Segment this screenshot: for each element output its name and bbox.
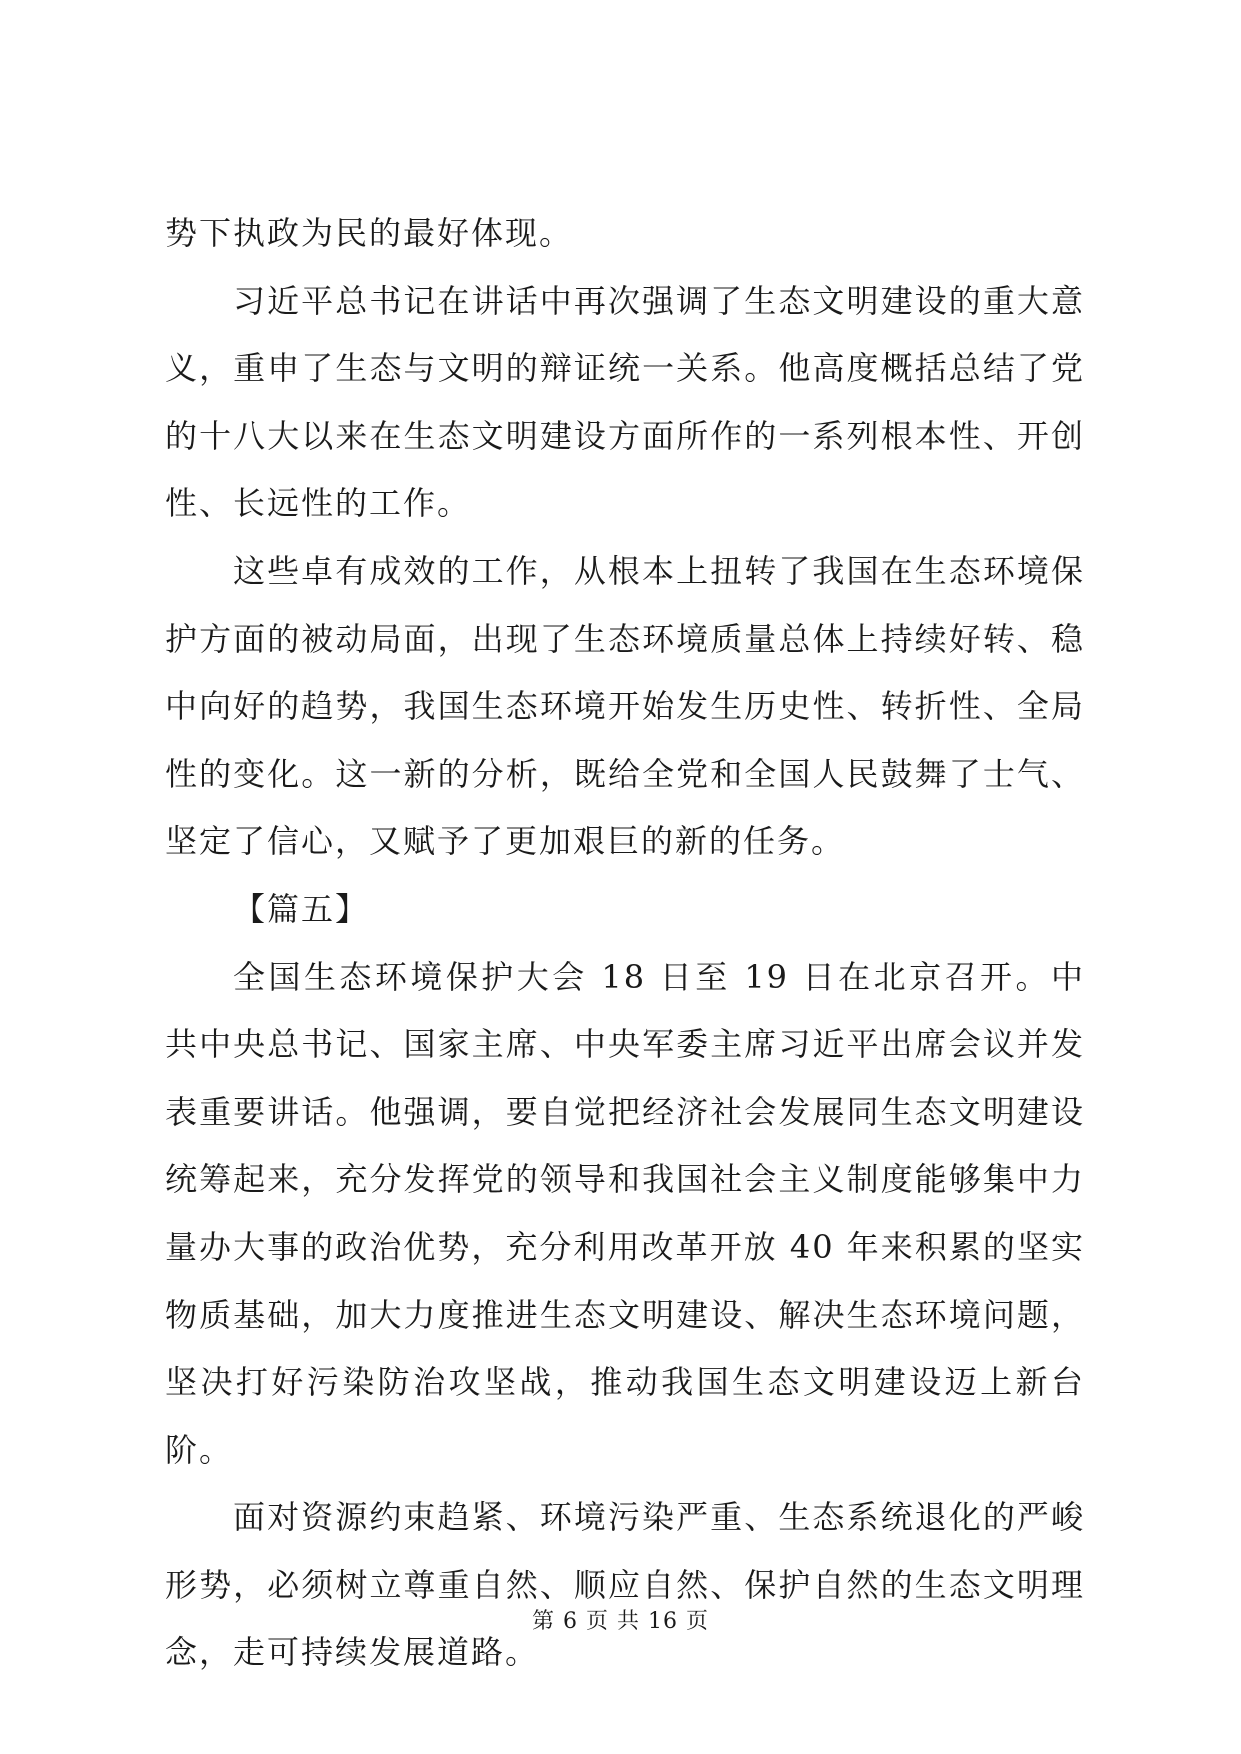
section-heading: 【篇五】 <box>233 889 370 928</box>
page-number-footer: 第 6 页 共 16 页 <box>532 1609 709 1634</box>
paragraph: 习近平总书记在讲话中再次强调了生态文明建设的重大意义，重申了生态与文明的辩证统一关系。他高度概括总结了党的十八大以来在生态文明建设方面所作的一系列根本性、开创性、长远性的工作。 <box>165 281 1085 523</box>
document-body <box>165 200 1085 1687</box>
paragraph: 面对资源约束趋紧、环境污染严重、生态系统退化的严峻形势，必须树立尊重自然、顺应自然、保护自然的生态文明理念，走可持续发展道路。 <box>165 1498 1085 1672</box>
paragraph-continuation: 势下执政为民的最好体现。 <box>165 214 574 252</box>
paragraph: 这些卓有成效的工作，从根本上扭转了我国在生态环境保护方面的被动局面，出现了生态环境质量总体上持续好转、稳中向好的趋势，我国生态环境开始发生历史性、转折性、全局性的变化。这一新的分析，既给全党和全国人民鼓舞了士气、坚定了信心，又赋予了更加艰巨的新的任务。 <box>165 551 1085 861</box>
paragraph: 全国生态环境保护大会 18 日至 19 日在北京召开。中共中央总书记、国家主席、中央军委主席习近平出席会议并发表重要讲话。他强调，要自觉把经济社会发展同生态文明建设统筹起来，充分发挥党的领导和我国社会主义制度能够集中力量办大事的政治优势，充分利用改革开放 40 年来积累的坚实物质基础，加大力度推进生态文明建设、解决生态环境问题，坚决打好污染防治攻坚战，推动我国生态文明建设迈上新台阶。 <box>165 957 1085 1469</box>
